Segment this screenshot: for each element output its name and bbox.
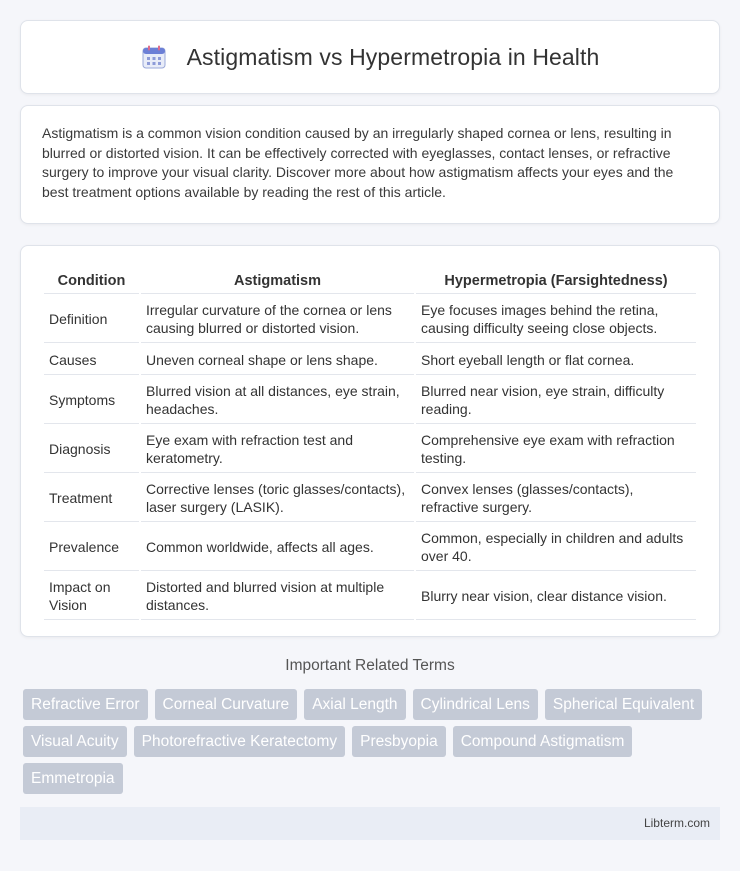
intro-text: Astigmatism is a common vision condition caused by an irregularly shaped cornea or lens, resulting in blurred or distorted vision. It can be effectively corrected with eyeglasses, contact lenses, or refractive surgery to improve your visual clarity. Discover more about how astigmatism affects your eyes and the best treatment options available by reading the rest of this article. <box>42 125 674 200</box>
related-term-tag[interactable]: Emmetropia <box>23 763 123 794</box>
comparison-table <box>42 266 698 622</box>
column-header: Astigmatism <box>141 268 414 294</box>
table-row <box>44 573 696 620</box>
related-term-tag[interactable]: Refractive Error <box>23 689 148 720</box>
table-cell: Blurry near vision, clear distance vision. <box>416 573 696 620</box>
table-cell: Diagnosis <box>44 426 139 473</box>
table-row <box>44 524 696 571</box>
table-cell: Short eyeball length or flat cornea. <box>416 345 696 375</box>
related-term-tag[interactable]: Spherical Equivalent <box>545 689 702 720</box>
table-cell: Impact on Vision <box>44 573 139 620</box>
footer <box>20 807 720 840</box>
table-row <box>44 296 696 343</box>
related-terms-list <box>23 689 723 800</box>
table-cell: Eye exam with refraction test and keratometry. <box>141 426 414 473</box>
table-cell: Corrective lenses (toric glasses/contacts), laser surgery (LASIK). <box>141 475 414 522</box>
table-cell: Blurred near vision, eye strain, difficulty reading. <box>416 377 696 424</box>
page-title: Astigmatism vs Hypermetropia in Health <box>186 43 600 70</box>
table-cell: Irregular curvature of the cornea or lens causing blurred or distorted vision. <box>141 296 414 343</box>
table-cell: Distorted and blurred vision at multiple distances. <box>141 573 414 620</box>
comparison-card <box>20 245 720 637</box>
table-row <box>44 475 696 522</box>
table-row <box>44 377 696 424</box>
column-header: Hypermetropia (Farsightedness) <box>416 268 696 294</box>
related-term-tag[interactable]: Axial Length <box>304 689 405 720</box>
related-term-tag[interactable]: Cylindrical Lens <box>413 689 538 720</box>
table-cell: Common worldwide, affects all ages. <box>141 524 414 571</box>
table-cell: Convex lenses (glasses/contacts), refractive surgery. <box>416 475 696 522</box>
table-row <box>44 345 696 375</box>
table-cell: Eye focuses images behind the retina, causing difficulty seeing close objects. <box>416 296 696 343</box>
table-cell: Causes <box>44 345 139 375</box>
table-cell: Blurred vision at all distances, eye strain, headaches. <box>141 377 414 424</box>
table-cell: Uneven corneal shape or lens shape. <box>141 345 414 375</box>
table-row <box>44 426 696 473</box>
table-header-row <box>44 268 696 294</box>
related-term-tag[interactable]: Corneal Curvature <box>155 689 298 720</box>
related-term-tag[interactable]: Compound Astigmatism <box>453 726 633 757</box>
table-cell: Comprehensive eye exam with refraction testing. <box>416 426 696 473</box>
table-cell: Symptoms <box>44 377 139 424</box>
calendar-icon <box>141 44 167 70</box>
related-term-tag[interactable]: Photorefractive Keratectomy <box>134 726 346 757</box>
intro-card <box>20 105 720 224</box>
table-cell: Treatment <box>44 475 139 522</box>
related-term-tag[interactable]: Presbyopia <box>352 726 446 757</box>
column-header: Condition <box>44 268 139 294</box>
table-cell: Definition <box>44 296 139 343</box>
table-cell: Common, especially in children and adults over 40. <box>416 524 696 571</box>
header-card <box>20 20 720 94</box>
related-terms-title: Important Related Terms <box>285 657 455 674</box>
table-cell: Prevalence <box>44 524 139 571</box>
related-term-tag[interactable]: Visual Acuity <box>23 726 127 757</box>
footer-link[interactable]: Libterm.com <box>643 816 710 830</box>
